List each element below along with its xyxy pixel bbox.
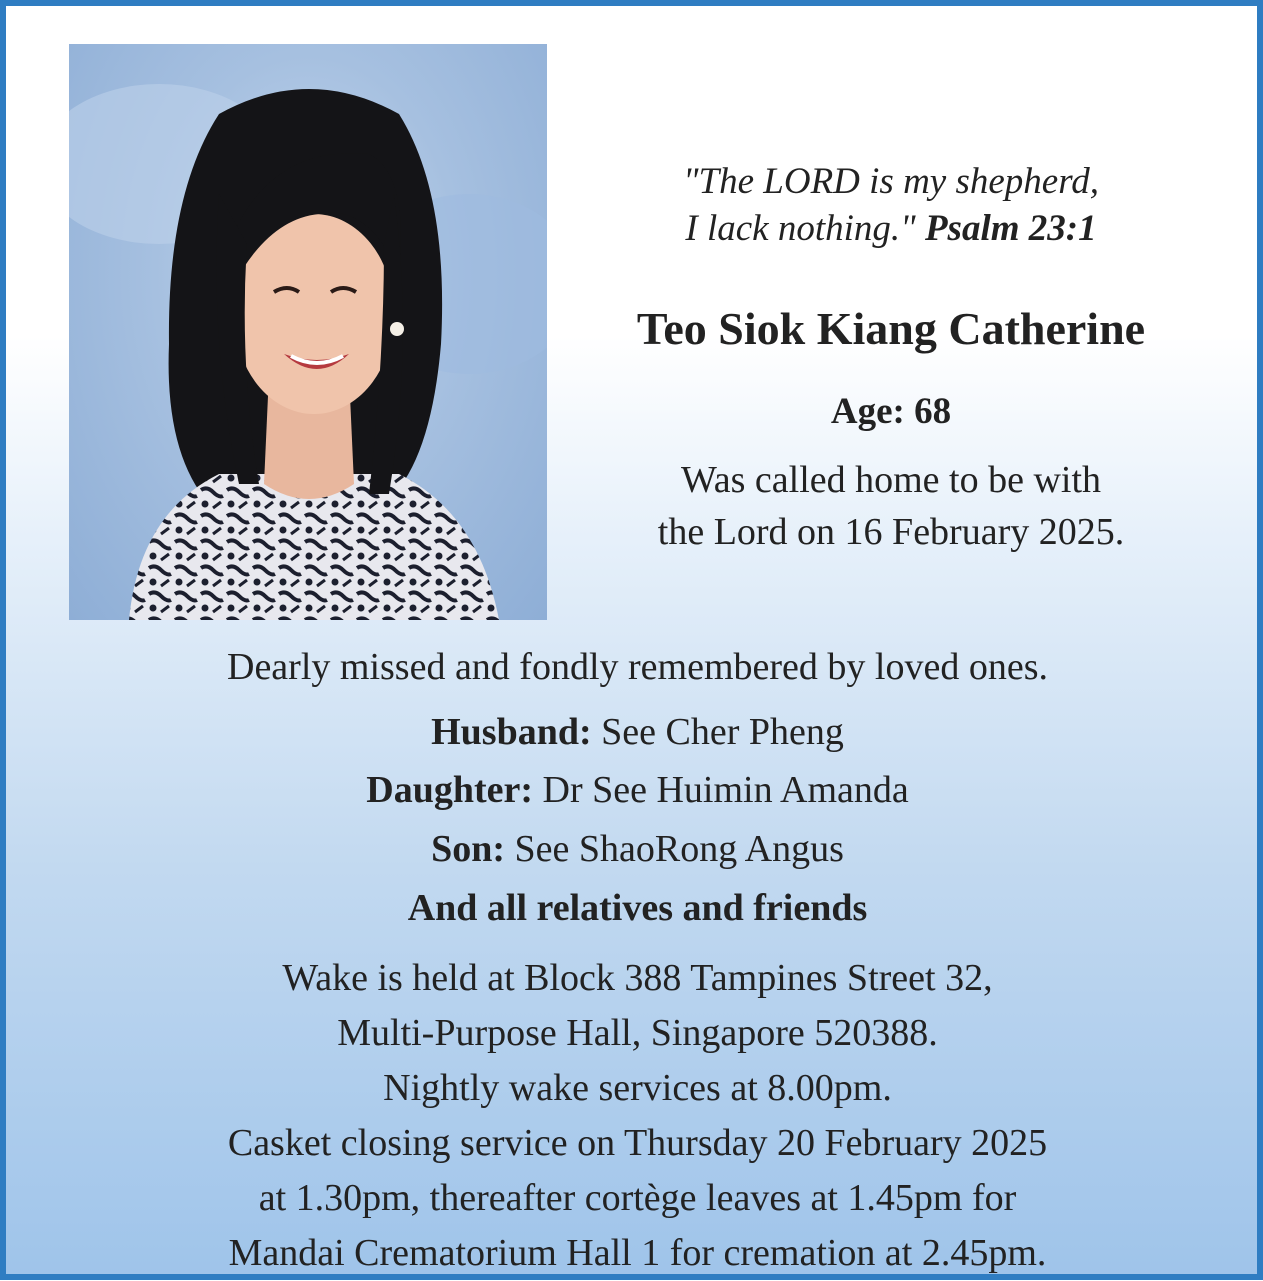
- passing-line-2: the Lord on 16 February 2025.: [657, 511, 1125, 553]
- deceased-age: Age: 68: [830, 391, 952, 432]
- family-value: See ShaoRong Angus: [514, 828, 844, 870]
- verse-line-1: "The LORD is my shepherd,: [683, 161, 1099, 202]
- family-member-son: [46, 824, 1229, 874]
- wake-line: Mandai Crematorium Hall 1 for cremation at 2.45pm.: [228, 1232, 1047, 1274]
- wake-details: [46, 951, 1229, 1281]
- family-label: Daughter:: [366, 769, 534, 811]
- verse-reference: Psalm 23:1: [924, 208, 1097, 249]
- family-member-daughter: [46, 765, 1229, 815]
- wake-line: Nightly wake services at 8.00pm.: [383, 1067, 892, 1109]
- wake-line: at 1.30pm, thereafter cortège leaves at 1.45pm for: [258, 1177, 1017, 1219]
- family-member-husband: [46, 707, 1229, 757]
- remembrance-line: Dearly missed and fondly remembered by loved ones.: [227, 646, 1048, 688]
- family-label: Husband:: [431, 711, 592, 753]
- bible-verse: [566, 158, 1216, 252]
- verse-line-2: I lack nothing." Psalm 23:1: [685, 208, 1097, 249]
- wake-line: Casket closing service on Thursday 20 February 2025: [227, 1122, 1048, 1164]
- passing-statement: [566, 454, 1216, 558]
- family-value: Dr See Huimin Amanda: [542, 769, 909, 811]
- passing-line-1: Was called home to be with: [680, 459, 1102, 501]
- relatives-line: And all relatives and friends: [407, 887, 868, 929]
- deceased-name: Teo Siok Kiang Catherine: [636, 303, 1146, 354]
- wake-line: Multi-Purpose Hall, Singapore 520388.: [337, 1012, 938, 1054]
- portrait-illustration: [69, 44, 547, 620]
- portrait-photo: [69, 44, 547, 620]
- family-label: Son:: [431, 828, 506, 870]
- wake-line: Wake is held at Block 388 Tampines Street 32,: [282, 957, 993, 999]
- family-value: See Cher Pheng: [601, 711, 844, 753]
